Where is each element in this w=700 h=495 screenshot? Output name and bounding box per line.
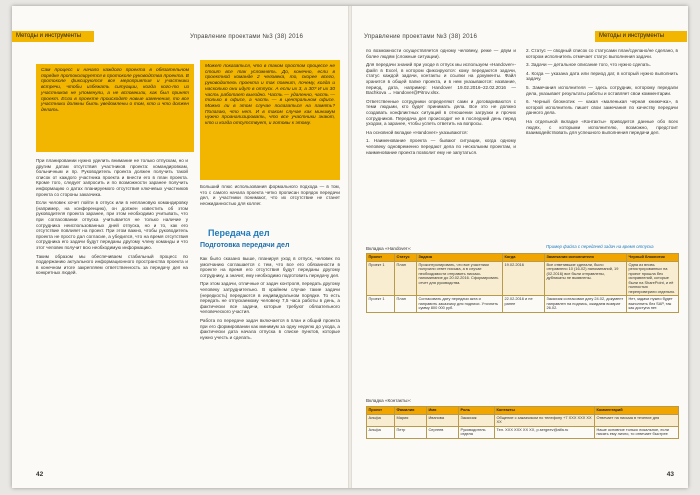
table-cell: Петр: [395, 426, 427, 438]
paragraph: по возможности осуществляется одному человеку, реже — двум и более людям (сложные ситуации).: [366, 48, 516, 59]
table-cell: Альфа: [367, 414, 395, 426]
paragraph: 5. Замечания исполнителя — здесь сотрудник, которому передали дела, указывает результаты работы и оставляет свои комментарии.: [526, 84, 678, 96]
subsection-heading: Подготовка передачи дел: [200, 242, 290, 249]
page-number: 42: [36, 471, 44, 478]
right-page: [350, 6, 688, 488]
table-cell: Наше основное только локальное, если писать ему лично, то отвечает быстрее: [595, 426, 679, 438]
right-column: [200, 256, 340, 343]
table-cell: Общение с заказчиком по телефону +7 XXX XXX XX XX: [495, 414, 595, 426]
column-header: Имя: [427, 407, 459, 415]
paragraph: При этом задачи, отличные от задач контроля, передать другому человеку затруднительно. В крайнем случае такие задачи (нередкость) передаются в индивидуальном порядке. То есть передать не отпускаемому человеку 7,5 часа работы в день, а фактически все задачи, которые требуют обязательного человеческого участия.: [200, 281, 340, 315]
table-cell: Альфа: [367, 426, 395, 438]
table-cell: Тел. XXX XXX XX XX, p.sergeev@alfa.ru: [495, 426, 595, 438]
right-column-intro: Больший плюс использования формального подхода — в том, что с самого начала проекта четко прописан порядок передачи дел, и участники понимают, что их отсутствие не станет неожиданностью для коллег.: [200, 184, 340, 206]
table-cell: Мария: [395, 414, 427, 426]
handover-table: [366, 253, 679, 313]
column-header: Проект: [367, 407, 395, 415]
left-page: [12, 6, 350, 488]
section-heading: Передача дел: [208, 228, 270, 238]
paragraph: 1. Наименование проекта — бывают ситуации, когда одному человеку одновременно передают дела по нескольким проектам, и наименование проекта позволит ему не запутаться.: [366, 138, 516, 155]
paragraph: Ответственные сотрудники определяют сами и договариваются с теми людьми, кто будет принимать дела. Все это не должно создавать конфликтных ситуаций в отношении загрузки и прочих сотрудников. Передача дел происходит не в последний день перед уходом, а заранее, чтобы успеть ответить на вопросы.: [366, 98, 516, 127]
right-column: [526, 48, 678, 139]
header-title: Управление проектами №3 (38) 2016: [190, 33, 304, 40]
table-cell: 19.02.2016: [503, 261, 545, 296]
column-header: Роль: [459, 407, 495, 415]
column-header: Когда: [503, 254, 545, 262]
table-label-contacts: Вкладка «Контакты»:: [366, 398, 412, 403]
column-header: Фамилия: [395, 407, 427, 415]
page-number: 43: [666, 471, 674, 478]
paragraph: Работа по передаче задач включается в план и общий проекта при его формировании как минимум за одну неделю до ухода, а фактически дата начала отпуска в списке пунктов, которые нужно учесть и сделать.: [200, 317, 340, 340]
column-header: Проект: [367, 254, 395, 262]
paragraph: Таким образом мы обеспечиваем стабильный процесс по поддержанию актуального информационного пространства проекта и в конечном итоге закрепляем ответственность за передачу дел на конкретных людей.: [36, 253, 188, 276]
table-header-row: [367, 254, 679, 262]
yellow-callout-2: Может показаться, что в таком простом процессе не стоит все так усложнять. До, конечно, если в проектной команде 2 человека, то, скорее всего, руководитель проекта и так помнит, почему, когда и насколько они идут в отпуск. А если их 3, а 30? И их 30 часть работает выездно. Часть — удаленно, часть — только в офисе, а часть — в центральном офисе. Можно ли в этом случае полагаться на память? Полагаю, что нет. И в таком случае как минимум нужно проанализировать, что все участники знают, кто и когда отсутствует, и готовы к этому.: [200, 60, 340, 180]
table-cell: План: [395, 261, 417, 296]
table-cell: Иванова: [427, 414, 459, 426]
paragraph: Как было сказано выше, планируя уход в отпуск, человек по умолчанию соглашается с тем, что все его обязанности в проекте на время его отсутствия будут переданы другому сотруднику, а значит, ему необходимо подготовить передачу дел.: [200, 256, 340, 278]
table-cell: Нет, задачи нужно будет выполнить без SAP, так как доступа нет.: [627, 296, 679, 313]
section-label: Методы и инструменты: [12, 31, 94, 42]
paragraph: 6. Черный блокнотик — какая «маленькая черная книжечка», в которой исполнитель пишет свои замечания по качеству передачи данного дела.: [526, 99, 678, 116]
table-label-handover: Вкладка «Handover»:: [366, 246, 412, 251]
paragraph: 2. Статус — сводный список со статусами план/сделано/не сделано, в котором исполнитель отмечает статус выполнения задачи.: [526, 48, 678, 59]
table-row: [367, 261, 679, 296]
table-cell: Заказчик согласовал дату 24.02, документ направлен на подпись, ожидаем возврат 26.02.: [545, 296, 627, 313]
column-header: Статус: [395, 254, 417, 262]
left-column: [366, 48, 516, 158]
column-header: Контакты: [495, 407, 595, 415]
contacts-table: [366, 406, 679, 439]
table-cell: Руководитель отдела: [459, 426, 495, 438]
yellow-callout-1: Сам процесс и начало каждого проекта в обязательном порядке протоколируется в протоколе руководства проекта. В протоколе фиксируются все мероприятия и участники встречи, чтобы избежать ситуации, когда кого-то из участников не упомянули, а не вспомнили, как был принят проект. Если в проекте происходят новые изменения, то все участники должны быть уведомлены о том, кто и что должен делать.: [36, 64, 194, 152]
section-label: Методы и инструменты: [595, 31, 687, 42]
paragraph: Если человек хочет пойти в отпуск или в неплановую командировку (например, на конференцию), он должен известить об этом руководителя проекта заранее, при этом необходимо учитывать, что при согласовании отпуска учитывается не только наличие у сотрудника неиспользованных дней отпуска, но и то, как его отсутствие повлияет на проект. При этом важно, чтобы руководитель проекта не просто дал согласие, а убедился, что на время отсутствия сотрудника его задачи будут переданы другому члену команды и что этот человек получит всю необходимую информацию.: [36, 200, 188, 250]
table-cell: Сергеев: [427, 426, 459, 438]
paragraph: 4. Когда — указана дата или период дат, в который нужно выполнить задачу.: [526, 70, 678, 82]
magazine-spread: [12, 6, 688, 488]
paragraph: На основной вкладке «Handover» указываются:: [366, 129, 468, 135]
table-row: [367, 426, 679, 438]
table-cell: Заказчик: [459, 414, 495, 426]
table-cell: Проконтролировать, что все участники получили ответ письма, а в случае необходимости отправить письмо-напоминание до 20.02.2016. Сформировать отчет для руководства.: [417, 261, 503, 296]
table-cell: Все ответившие сделали, было отправлено 10 (16-02) напоминаний, 19 (02.2016) все были отправлены, дубликаты не выявлены.: [545, 261, 627, 296]
paragraph: При планировании нужно уделить внимание не только отпускам, но и другим датам отсутствия участников проекта: командировкам, больничным и пр. Руководитель проекта должен получить такой список от каждого участника проекта и внести его в план проекта. Кроме того, следует запросить и по возможности заранее получить информацию о датах планируемого отсутствия ключевых участников проекта со стороны заказчика.: [36, 158, 188, 197]
table-header-row: [367, 407, 679, 415]
table-cell: Отвечает на письма в течение дня: [595, 414, 679, 426]
table-cell: План: [395, 296, 417, 313]
table-row: [367, 414, 679, 426]
table-cell: Согласовать дату передачи акта и направить заказчику для подписи. Уточнить сумму 800 000 руб.: [417, 296, 503, 313]
paragraph: 3. Задачи — детальное описание того, что нужно сделать.: [526, 62, 651, 68]
table-cell: Проект 1: [367, 261, 395, 296]
column-header: Комментарий: [595, 407, 679, 415]
column-header: Черный блокнотик: [627, 254, 679, 262]
table-row: [367, 296, 679, 313]
header-title: Управление проектами №3 (38) 2016: [364, 33, 478, 40]
column-header: Замечания исполнителя: [545, 254, 627, 262]
left-column: [36, 158, 188, 279]
paragraph: На отдельной вкладке «Контакты» приводится данные обо всех людях, с которыми исполнителю, возможно, предстоит взаимодействовать для успешного выполнения передачи дел.: [526, 118, 678, 136]
table-cell: Проект 1: [367, 296, 395, 313]
table-cell: 22.02.2016 и не ранее: [503, 296, 545, 313]
table-caption: Пример файла с передачей задач на время отпуска: [546, 244, 654, 249]
paragraph: Для передачи знаний при уходе в отпуск мы используем «Handover»-файл в Excel, в котором фиксируются: кому передаются задачи, статус каждой задачи, контакты и ссылки на документы. Файл хранится в общей папке проекта, и в нем указываются: название, период, дата, например: Handover 19.02.2016–22.02.2016 — Bachkova → Handover@Pitrov.xlsx.: [366, 62, 516, 96]
column-header: Задача: [417, 254, 503, 262]
table-cell: Одна из вновь регистрированных на проект прошла без исправлений, которые были на SharePoint, и её полностью перепроверили отдельно.: [627, 261, 679, 296]
